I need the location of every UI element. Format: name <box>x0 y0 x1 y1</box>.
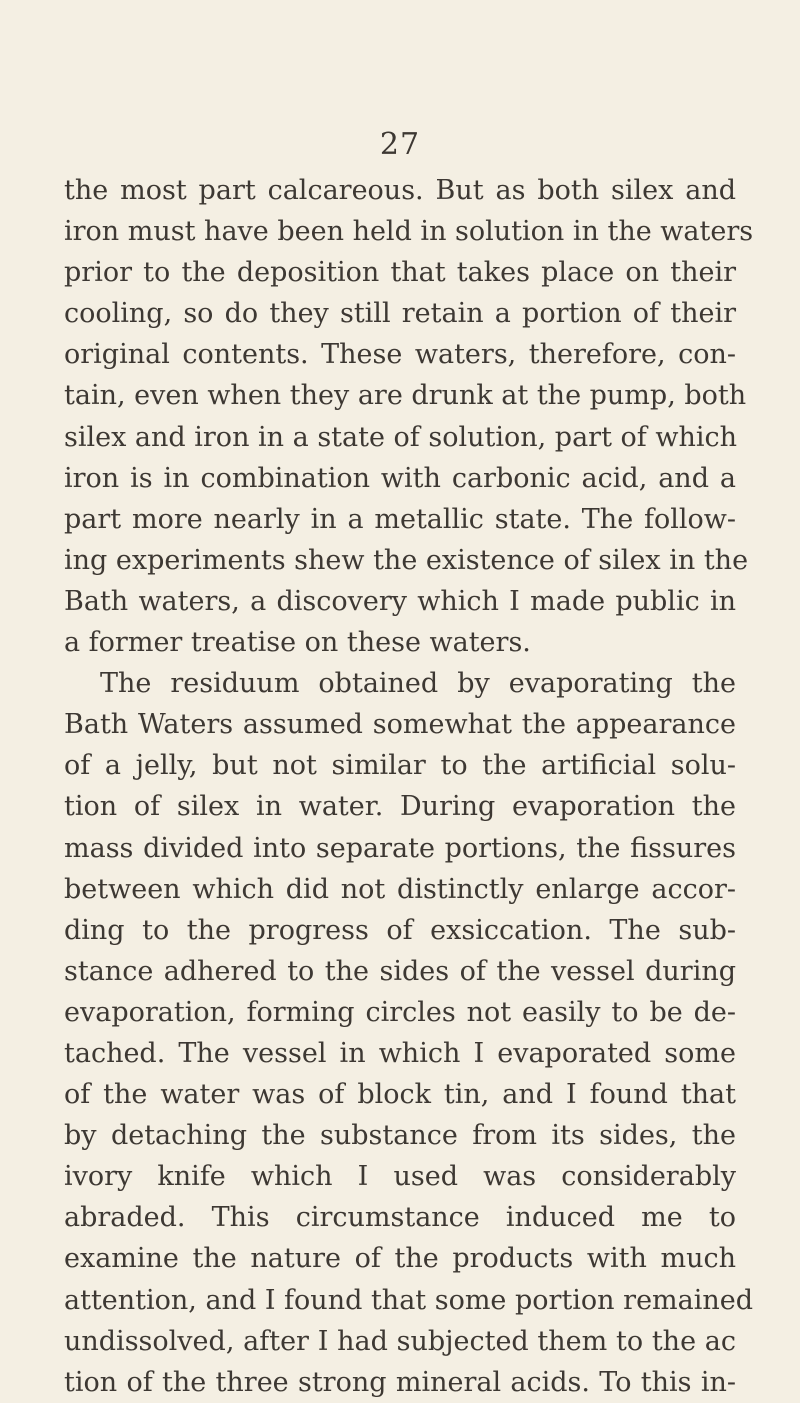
text-line: undissolved, after I had subjected them to the ac <box>64 1325 736 1357</box>
text-line: a former treatise on these waters. <box>64 627 531 659</box>
text-line: silex and iron in a state of solution, part of which <box>64 421 737 453</box>
body-text <box>64 170 754 1403</box>
text-line: part more nearly in a metallic state. The follow- <box>64 503 736 535</box>
text-line: ivory knife which I used was considerably <box>64 1161 736 1193</box>
text-line: abraded. This circumstance induced me to <box>64 1202 736 1234</box>
text-line: Bath Waters assumed somewhat the appearance <box>64 709 736 741</box>
text-line: evaporation, forming circles not easily to be de- <box>64 996 736 1028</box>
text-line: tain, even when they are drunk at the pump, both <box>64 380 747 412</box>
text-line: ding to the progress of exsiccation. The sub- <box>64 914 736 946</box>
text-line: iron is in combination with carbonic acid, and a <box>64 462 736 494</box>
text-line: original contents. These waters, therefore, con- <box>64 339 736 371</box>
text-line: by detaching the substance from its sides, the <box>64 1120 736 1152</box>
text-line: mass divided into separate portions, the fissures <box>64 832 736 864</box>
text-line: examine the nature of the products with much <box>64 1243 736 1275</box>
text-line: tached. The vessel in which I evaporated some <box>64 1037 736 1069</box>
text-line: prior to the deposition that takes place on their <box>64 257 736 289</box>
text-line: tion of the three strong mineral acids. To this in- <box>64 1366 736 1398</box>
text-line: the most part calcareous. But as both silex and <box>64 175 736 206</box>
text-line: between which did not distinctly enlarge accor- <box>64 873 736 905</box>
page-number: 27 <box>379 127 421 162</box>
text-line: attention, and I found that some portion remained <box>64 1284 754 1316</box>
text-line: The residuum obtained by evaporating the <box>100 668 736 700</box>
text-line: ing experiments shew the existence of silex in the <box>64 544 749 576</box>
text-line: iron must have been held in solution in the waters <box>64 216 754 248</box>
text-line: Bath waters, a discovery which I made public in <box>64 585 736 617</box>
text-line: stance adhered to the sides of the vessel during <box>64 955 736 987</box>
text-line: of the water was of block tin, and I found that <box>64 1079 736 1111</box>
text-line: cooling, so do they still retain a portion of their <box>64 298 736 330</box>
text-line: tion of silex in water. During evaporation the <box>64 791 736 823</box>
text-line: of a jelly, but not similar to the artificial solu- <box>64 750 736 782</box>
